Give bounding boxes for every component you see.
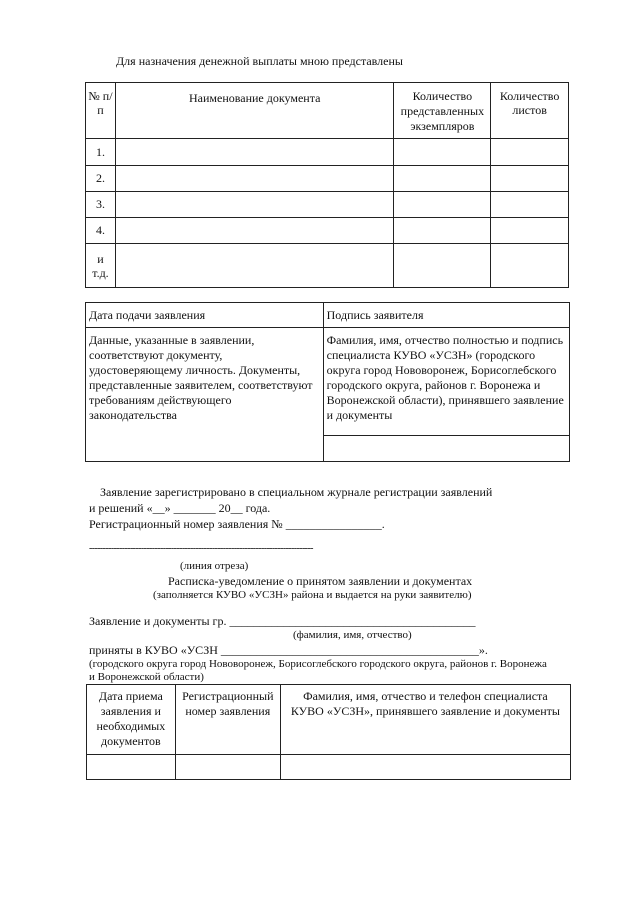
cut-line: ---------------------------------------------------------------------------------- — [89, 543, 313, 554]
table-row — [87, 755, 571, 780]
receipt-specialist-cell[interactable] — [280, 755, 570, 780]
specialist-info-text: Фамилия, имя, отчество полностью и подпись специалиста КУВО «УСЗН» (городского округа город Нововоронеж, Борисоглебского городского округа, районов г. Воронежа и Воронежской области), принявшего заявление и документы — [323, 328, 569, 436]
row-number: и т.д. — [86, 244, 116, 288]
intro-text: Для назначения денежной выплаты мною представлены — [116, 54, 403, 68]
signature-header: Подпись заявителя — [323, 303, 569, 328]
sheets-cell[interactable] — [491, 166, 569, 192]
table-row — [86, 244, 569, 288]
documents-table — [85, 82, 569, 288]
row-number: 3. — [86, 192, 116, 218]
sheets-cell[interactable] — [491, 192, 569, 218]
sheets-cell[interactable] — [491, 139, 569, 166]
col-name-header: Наименование документа — [115, 83, 394, 139]
submission-date-header: Дата подачи заявления — [86, 303, 324, 328]
cut-line-label: (линия отреза) — [180, 560, 249, 572]
copies-cell[interactable] — [394, 192, 491, 218]
row-number: 2. — [86, 166, 116, 192]
receipt-regnum-cell[interactable] — [175, 755, 280, 780]
district-hint-line2: и Воронежской области) — [89, 671, 204, 683]
receipt-title: Расписка-уведомление о принятом заявлении и документах — [168, 574, 473, 588]
sheets-cell[interactable] — [491, 218, 569, 244]
doc-name-cell[interactable] — [115, 218, 394, 244]
registration-line2: и решений «__» _______ 20__ года. — [89, 501, 271, 515]
receipt-specialist-header: Фамилия, имя, отчество и телефон специалиста КУВО «УСЗН», принявшего заявление и документы — [280, 685, 570, 755]
specialist-signature-cell[interactable] — [323, 436, 569, 462]
col-sheets-header: Количество листов — [491, 83, 569, 139]
doc-name-cell[interactable] — [115, 166, 394, 192]
col-number-header: № п/п — [86, 83, 116, 139]
table-row — [86, 139, 569, 166]
district-hint-line1: (городского округа город Нововоронеж, Борисоглебского городского округа, районов г. Воронежа — [89, 658, 547, 670]
table-row — [86, 166, 569, 192]
receipt-date-cell[interactable] — [87, 755, 176, 780]
doc-name-cell[interactable] — [115, 139, 394, 166]
table-row — [86, 218, 569, 244]
doc-name-cell[interactable] — [115, 192, 394, 218]
received-from-line: Заявление и документы гр. _________________________________________ — [89, 614, 476, 628]
row-number: 1. — [86, 139, 116, 166]
receipt-table — [86, 684, 571, 780]
col-copies-header: Количество представленных экземпляров — [394, 83, 491, 139]
registration-number-line: Регистрационный номер заявления № ________________. — [89, 517, 385, 531]
row-number: 4. — [86, 218, 116, 244]
doc-name-cell[interactable] — [115, 244, 394, 288]
copies-cell[interactable] — [394, 166, 491, 192]
sheets-cell[interactable] — [491, 244, 569, 288]
accepted-in-line: приняты в КУВО «УСЗН ___________________________________________». — [89, 643, 488, 657]
receipt-subtitle: (заполняется КУВО «УСЗН» района и выдается на руки заявителю) — [153, 589, 472, 601]
receipt-date-header: Дата приема заявления и необходимых документов — [87, 685, 176, 755]
copies-cell[interactable] — [394, 244, 491, 288]
applicant-table — [85, 302, 570, 462]
verification-text: Данные, указанные в заявлении, соответствуют документу, удостоверяющему личность. Документы, представленные заявителем, соответствуют требованиям действующего законодательства — [86, 328, 324, 462]
table-row — [86, 192, 569, 218]
receipt-regnum-header: Регистрационный номер заявления — [175, 685, 280, 755]
copies-cell[interactable] — [394, 218, 491, 244]
fio-hint: (фамилия, имя, отчество) — [293, 629, 412, 641]
registration-line1: Заявление зарегистрировано в специальном журнале регистрации заявлений — [100, 485, 493, 499]
copies-cell[interactable] — [394, 139, 491, 166]
